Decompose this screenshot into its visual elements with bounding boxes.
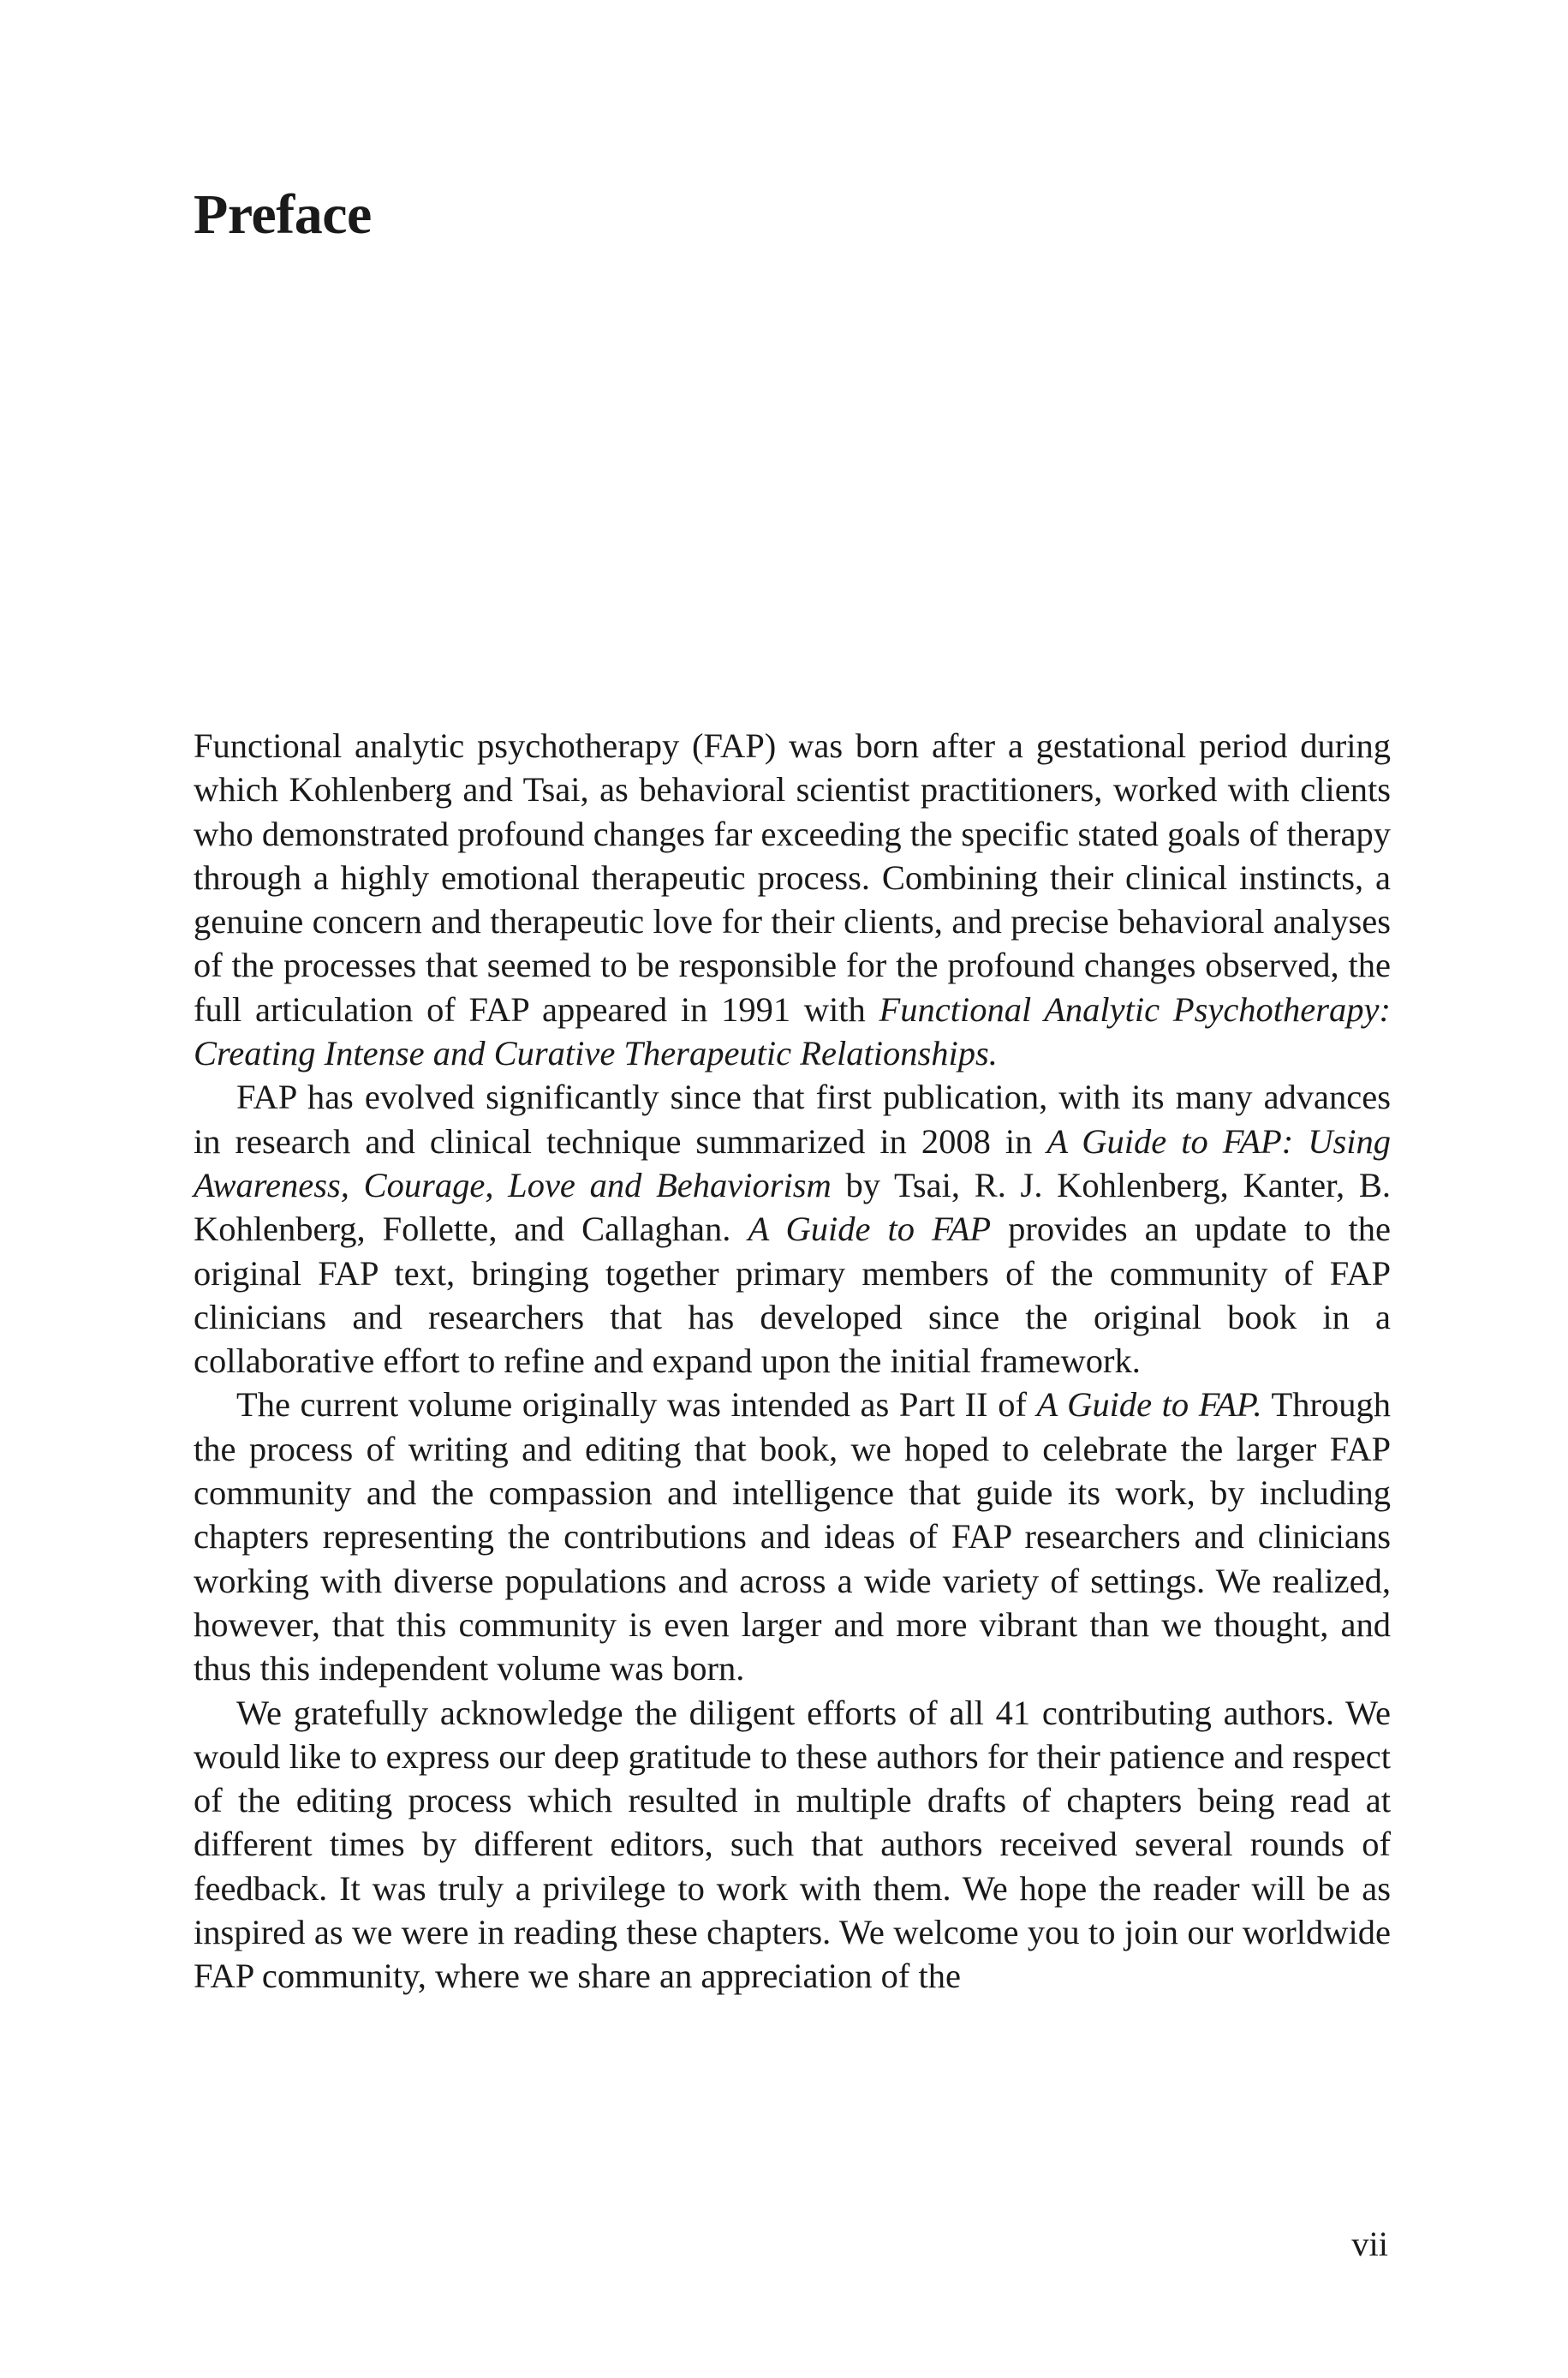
book-title-guide-full: A Guide to FAP: Using Awareness, Courage, Love and Behaviorism: [194, 1121, 1391, 1204]
paragraph-1-text: Functional analytic psychotherapy (FAP) was born after a gestational period during which Kohlenberg and Tsai, as behavioral scientist practitioners, worked with clients who demonstrated profound changes far exceeding the specific stated goals of therapy through a highly emotional therapeutic process. Combining their clinical instincts, a genuine concern and therapeutic love for their clients, and precise behavioral analyses of the processes that seemed to be responsible for the profound changes observed, the full articulation of FAP appeared in 1991 with: [194, 726, 1391, 1029]
paragraph-3-text-b: Through the process of writing and editing that book, we hoped to celebrate the larger FAP community and the compassion and intelligence that guide its work, by including chapters representing the contributions and ideas of FAP researchers and clinicians working with diverse populations and across a wide variety of settings. We realized, however, that this community is even larger and more vibrant than we thought, and thus this independent volume was born.: [194, 1385, 1391, 1688]
book-title-fap-1991: Functional Analytic Psychotherapy: Creating Intense and Curative Therapeutic Relationships.: [194, 989, 1392, 1073]
paragraph-4-text: We gratefully acknowledge the diligent efforts of all 41 contributing authors. We would like to express our deep gratitude to these authors for their patience and respect of the editing process which resulted in multiple drafts of chapters being read at different times by different editors, such that authors received several rounds of feedback. It was truly a privilege to work with them. We hope the reader will be as inspired as we were in reading these chapters. We welcome you to join our worldwide FAP community, where we share an appreciation of the: [194, 1693, 1391, 1996]
paragraph-2-text-c: provides an update to the original FAP text, bringing together primary members of the community of FAP clinicians and researchers that has developed since the original book in a collaborative effort to refine and expand upon the initial framework.: [194, 1210, 1391, 1381]
paragraph-2-text-b: by Tsai, R. J. Kohlenberg, Kanter, B. Kohlenberg, Follette, and Callaghan.: [194, 1165, 1391, 1249]
paragraph-2: [194, 1075, 1391, 1383]
book-title-guide-ref: A Guide to FAP.: [1036, 1385, 1262, 1425]
page-number: vii: [1351, 2225, 1388, 2263]
book-title-guide-short: A Guide to FAP: [748, 1210, 992, 1249]
paragraph-2-text-a: FAP has evolved significantly since that first publication, with its many advances in research and clinical technique summarized in 2008 in: [194, 1078, 1391, 1161]
preface-body: [194, 724, 1391, 1999]
chapter-title: Preface: [194, 183, 372, 246]
paragraph-3: [194, 1383, 1391, 1690]
paragraph-3-text-a: The current volume originally was intended as Part II of: [236, 1385, 1037, 1425]
paragraph-1: [194, 724, 1391, 1075]
paragraph-4: [194, 1691, 1391, 1999]
